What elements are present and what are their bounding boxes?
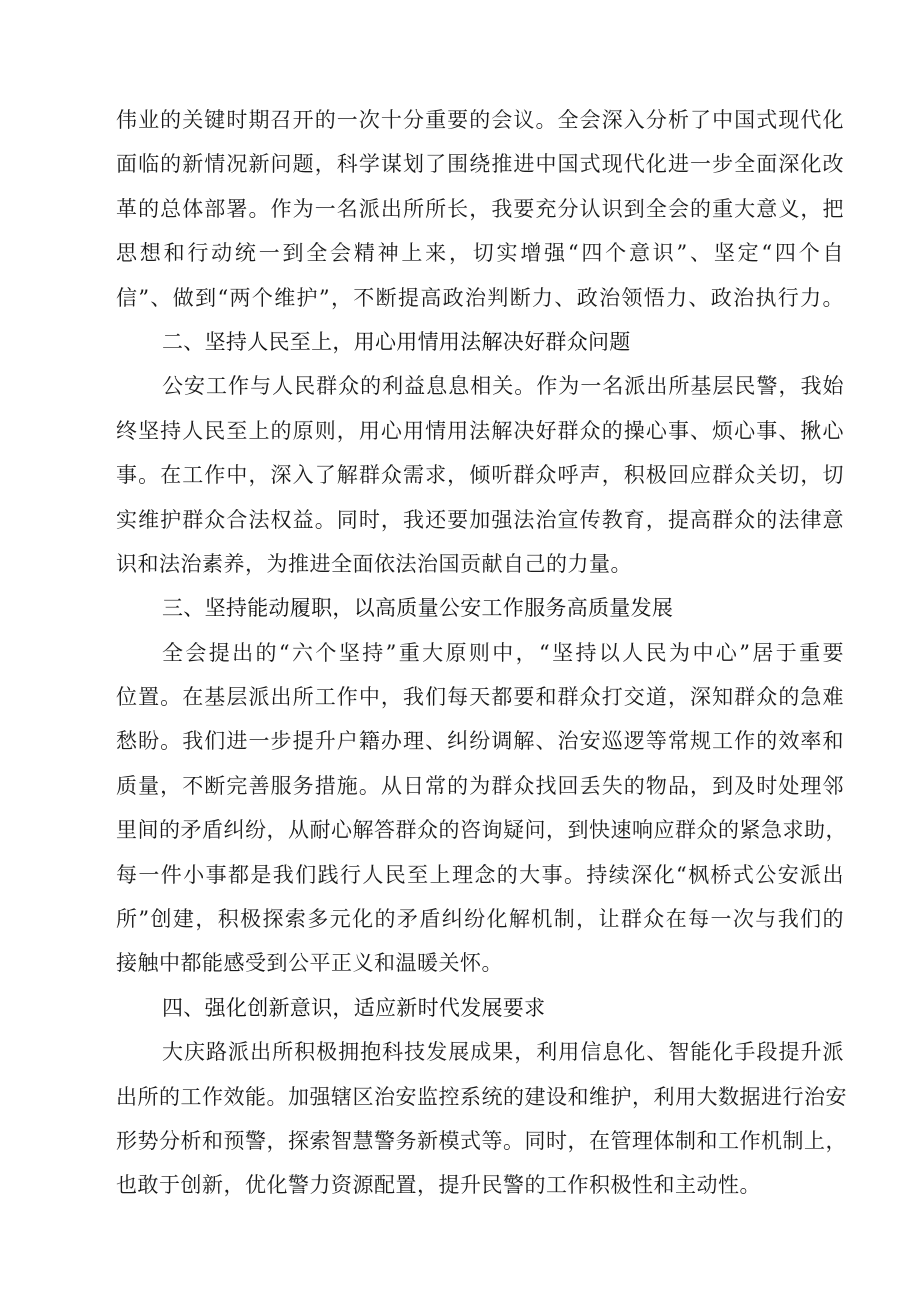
text-line: 形势分析和预警，探索智慧警务新模式等。同时，在管理体制和工作机制上，	[116, 1128, 847, 1153]
text-line: 所”创建，积极探索多元化的矛盾纠纷化解机制，让群众在每一次与我们的	[116, 907, 844, 932]
section-heading-3: 三、坚持能动履职，以高质量公安工作服务高质量发展	[162, 596, 674, 621]
paragraph-continuation	[116, 98, 844, 320]
text-line: 里间的矛盾纠纷，从耐心解答群众的咨询疑问，到快速响应群众的紧急求助，	[116, 818, 847, 843]
text-line: 伟业的关键时期召开的一次十分重要的会议。全会深入分析了中国式现代化	[116, 108, 844, 132]
text-line: 位置。在基层派出所工作中，我们每天都要和群众打交道，深知群众的急难	[116, 685, 844, 710]
paragraph-section-3	[116, 631, 847, 986]
text-line: 识和法治素养，为推进全面依法治国贡献自己的力量。	[116, 551, 632, 576]
text-line: 面临的新情况新问题，科学谋划了围绕推进中国式现代化进一步全面深化改	[116, 152, 844, 177]
text-line: 实维护群众合法权益。同时，我还要加强法治宣传教育，提高群众的法律意	[116, 507, 844, 532]
text-line: 出所的工作效能。加强辖区治安监控系统的建设和维护，利用大数据进行治安	[116, 1084, 847, 1109]
text-line: 接触中都能感受到公平正义和温暖关怀。	[116, 951, 503, 976]
text-line: 事。在工作中，深入了解群众需求，倾听群众呼声，积极回应群众关切，切	[116, 463, 844, 488]
text-line: 革的总体部署。作为一名派出所所长，我要充分认识到全会的重大意义，把	[116, 196, 844, 221]
paragraph-section-4	[116, 1030, 847, 1208]
section-heading-2: 二、坚持人民至上，用心用情用法解决好群众问题	[162, 329, 631, 354]
text-line: 大庆路派出所积极拥抱科技发展成果，利用信息化、智能化手段提升派	[162, 1040, 844, 1065]
text-line: 思想和行动统一到全会精神上来，切实增强“四个意识”、坚定“四个自	[116, 241, 844, 266]
text-line: 质量，不断完善服务措施。从日常的为群众找回丢失的物品，到及时处理邻	[116, 773, 844, 798]
text-line: 全会提出的“六个坚持”重大原则中，“坚持以人民为中心”居于重要	[162, 640, 844, 665]
text-line: 信”、做到“两个维护”，不断提高政治判断力、政治领悟力、政治执行力。	[116, 285, 844, 310]
paragraph-section-2	[116, 364, 844, 586]
document-page	[116, 98, 847, 1208]
text-line: 每一件小事都是我们践行人民至上理念的大事。持续深化“枫桥式公安派出	[116, 862, 844, 887]
text-line: 公安工作与人民群众的利益息息相关。作为一名派出所基层民警，我始	[162, 374, 844, 399]
text-line: 也敢于创新，优化警力资源配置，提升民警的工作积极性和主动性。	[116, 1173, 761, 1198]
text-line: 终坚持人民至上的原则，用心用情用法解决好群众的操心事、烦心事、揪心	[116, 418, 844, 443]
section-heading-4: 四、强化创新意识，适应新时代发展要求	[162, 995, 546, 1020]
text-line: 愁盼。我们进一步提升户籍办理、纠纷调解、治安巡逻等常规工作的效率和	[116, 729, 844, 754]
